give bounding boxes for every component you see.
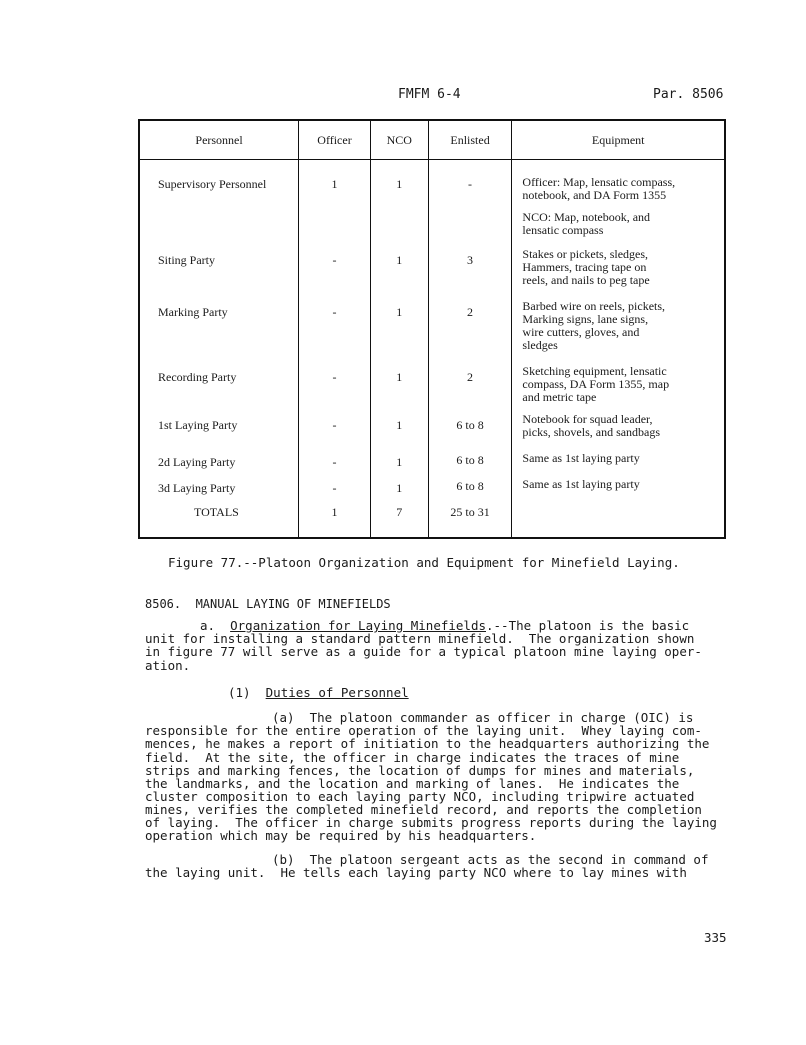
enlisted-cell: 2	[428, 291, 512, 356]
personnel-cell: Supervisory Personnel	[139, 160, 299, 239]
equipment-cell	[512, 239, 725, 291]
column-header-nco: NCO	[370, 120, 428, 160]
table-row	[139, 291, 725, 356]
equipment-cell	[512, 160, 725, 239]
equipment-line: sledges	[522, 337, 558, 352]
equipment-line: Barbed wire on reels, pickets,	[522, 298, 666, 313]
equipment-line: lensatic compass	[522, 223, 604, 237]
subparagraph-a-line: of laying. The officer in charge submits progress reports during the laying	[145, 815, 717, 830]
nco-cell: 1	[370, 356, 428, 408]
nco-cell: 1	[370, 446, 428, 472]
table-row	[139, 356, 725, 408]
subparagraph-a-line: field. At the site, the officer in charge indicates the traces of mine	[145, 750, 680, 765]
equipment-line: picks, shovels, and sandbags	[522, 424, 661, 439]
equipment-line: notebook, and DA Form 1355	[522, 188, 667, 202]
officer-cell: 1	[299, 498, 371, 538]
equipment-line: compass, DA Form 1355, map	[522, 376, 670, 391]
equipment-cell	[512, 356, 725, 408]
equipment-line: Notebook for squad leader,	[522, 411, 653, 426]
officer-cell: -	[299, 408, 371, 446]
table-row	[139, 472, 725, 498]
equipment-line: Hammers, tracing tape on	[522, 259, 647, 274]
equipment-line: wire cutters, gloves, and	[522, 324, 640, 339]
subparagraph-b-line: the laying unit. He tells each laying party NCO where to lay mines with	[145, 865, 687, 880]
subparagraph-b-first-line: (b) The platoon sergeant acts as the second in command of	[272, 852, 709, 867]
table-row	[139, 446, 725, 472]
equipment-cell	[512, 291, 725, 356]
enlisted-cell: 2	[428, 356, 512, 408]
equipment-cell	[512, 472, 725, 498]
table-row-totals	[139, 498, 725, 538]
subparagraph-1-heading	[228, 686, 409, 699]
paragraph-reference: Par. 8506	[653, 87, 724, 102]
personnel-cell: 1st Laying Party	[139, 408, 299, 446]
equipment-line: reels, and nails to peg tape	[522, 272, 650, 287]
table-header-row	[139, 120, 725, 160]
organization-table	[138, 119, 726, 539]
paragraph-a-lead: .--The platoon is the basic	[486, 618, 690, 633]
personnel-cell: TOTALS	[139, 498, 299, 538]
enlisted-cell: 25 to 31	[428, 498, 512, 538]
figure-caption: Figure 77.--Platoon Organization and Equipment for Minefield Laying.	[168, 555, 680, 570]
section-heading: 8506. MANUAL LAYING OF MINEFIELDS	[145, 597, 391, 611]
equipment-line: NCO: Map, notebook, and	[522, 210, 651, 224]
subparagraph-a-line: operation which may be required by his headquarters.	[145, 828, 537, 843]
table-row	[139, 408, 725, 446]
officer-cell: -	[299, 356, 371, 408]
equipment-cell	[512, 408, 725, 446]
officer-cell: -	[299, 472, 371, 498]
subparagraph-1-label: (1)	[228, 685, 251, 700]
enlisted-cell: 6 to 8	[428, 446, 512, 472]
equipment-cell	[512, 446, 725, 472]
personnel-cell: Marking Party	[139, 291, 299, 356]
nco-cell: 1	[370, 160, 428, 239]
subparagraph-a-line: mences, he makes a report of initiation to the headquarters authorizing the	[145, 736, 710, 751]
enlisted-cell: -	[428, 160, 512, 239]
officer-cell: 1	[299, 160, 371, 239]
equipment-line: Same as 1st laying party	[522, 450, 640, 465]
table-row	[139, 239, 725, 291]
subparagraph-a-line: the landmarks, and the location and marking of lanes. He indicates the	[145, 776, 680, 791]
paragraph-a-line: ation.	[145, 658, 191, 673]
paragraph-a-line: in figure 77 will serve as a guide for a typical platoon mine laying oper-	[145, 644, 702, 659]
paragraph-a-line: unit for installing a standard pattern minefield. The organization shown	[145, 631, 695, 646]
nco-cell: 7	[370, 498, 428, 538]
nco-cell: 1	[370, 239, 428, 291]
personnel-cell: Siting Party	[139, 239, 299, 291]
officer-cell: -	[299, 291, 371, 356]
column-header-equipment: Equipment	[512, 120, 725, 160]
personnel-cell: Recording Party	[139, 356, 299, 408]
subparagraph-1-title: Duties of Personnel	[265, 685, 409, 700]
officer-cell: -	[299, 239, 371, 291]
page-number: 335	[704, 930, 727, 945]
officer-cell: -	[299, 446, 371, 472]
column-header-enlisted: Enlisted	[428, 120, 512, 160]
personnel-cell: 2d Laying Party	[139, 446, 299, 472]
subparagraph-a-line: mines, verifies the completed minefield record, and reports the completion	[145, 802, 702, 817]
equipment-cell	[512, 498, 725, 538]
nco-cell: 1	[370, 291, 428, 356]
document-title: FMFM 6-4	[398, 87, 461, 102]
paragraph-a-label: a.	[200, 618, 216, 633]
paragraph-a-title: Organization for Laying Minefields	[230, 618, 486, 633]
nco-cell: 1	[370, 472, 428, 498]
column-header-officer: Officer	[299, 120, 371, 160]
equipment-line: Marking signs, lane signs,	[522, 311, 649, 326]
enlisted-cell: 3	[428, 239, 512, 291]
equipment-line: Same as 1st laying party	[522, 476, 640, 491]
personnel-cell: 3d Laying Party	[139, 472, 299, 498]
enlisted-cell: 6 to 8	[428, 472, 512, 498]
subparagraph-a-line: responsible for the entire operation of the laying unit. Whey laying com-	[145, 723, 702, 738]
subparagraph-a-line: strips and marking fences, the location of dumps for mines and materials,	[145, 763, 695, 778]
table-row	[139, 160, 725, 239]
column-header-personnel: Personnel	[139, 120, 299, 160]
nco-cell: 1	[370, 408, 428, 446]
equipment-line: Stakes or pickets, sledges,	[522, 246, 649, 261]
subparagraph-a-first-line: (a) The platoon commander as officer in charge (OIC) is	[272, 710, 694, 725]
subparagraph-a-line: cluster composition to each laying party NCO, including tripwire actuated	[145, 789, 695, 804]
equipment-line: and metric tape	[522, 389, 597, 404]
equipment-line: Sketching equipment, lensatic	[522, 363, 667, 378]
equipment-line: Officer: Map, lensatic compass,	[522, 175, 676, 189]
enlisted-cell: 6 to 8	[428, 408, 512, 446]
